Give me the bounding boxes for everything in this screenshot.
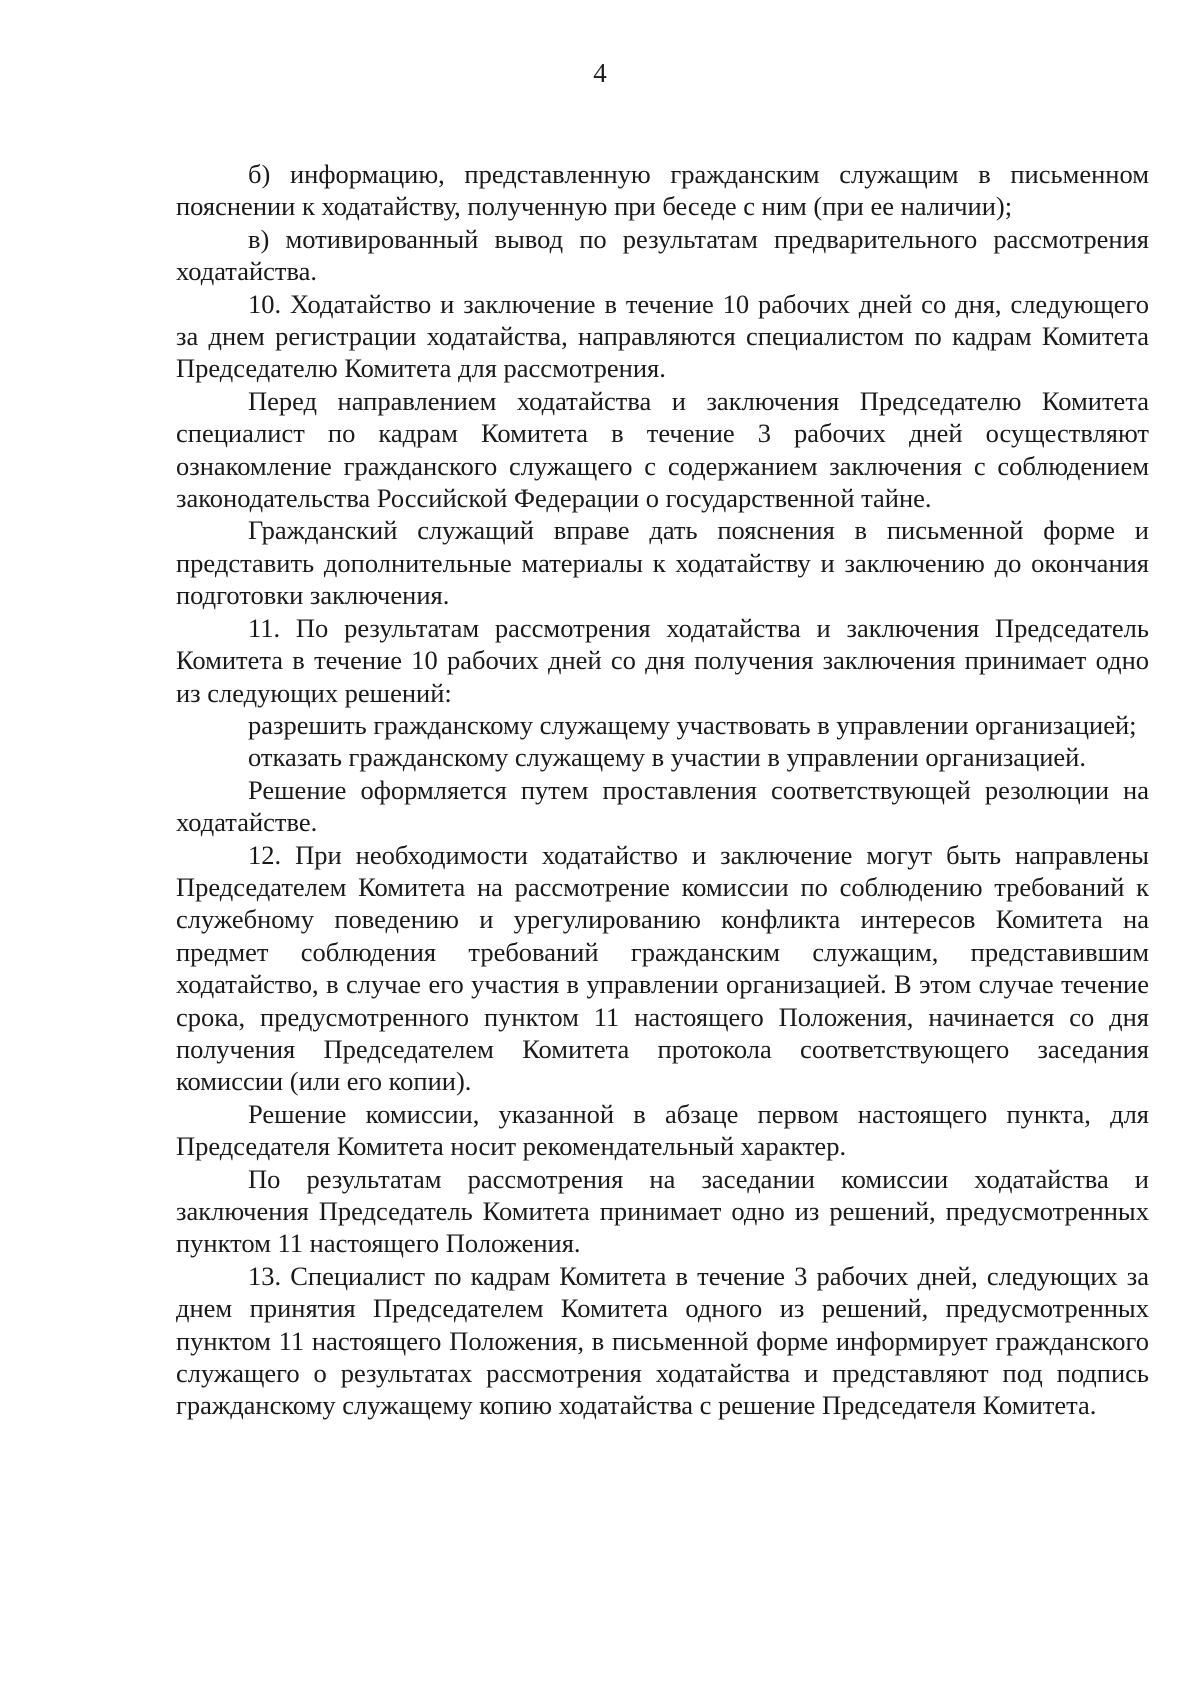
document-body <box>176 158 1149 1422</box>
paragraph-b-information: б) информацию, представленную гражданским служащим в письменном пояснении к ходатайству, полученную при беседе с ним (при ее наличии); <box>176 159 1149 222</box>
page-number: 4 <box>593 58 607 88</box>
paragraph-v-conclusion: в) мотивированный вывод по результатам предварительного рассмотрения ходатайства. <box>176 223 1149 287</box>
paragraph-12-chairman-decision: По результатам рассмотрения на заседании комиссии ходатайства и заключения Председатель Комитета принимает одно из решений, предусмотренных пунктом 11 настоящего Положения. <box>176 1163 1149 1259</box>
paragraph-11-permit: разрешить гражданскому служащему участвовать в управлении организацией; <box>248 709 1137 740</box>
paragraph-11-refuse: отказать гражданскому служащему в участии в управлении организацией. <box>248 742 1086 773</box>
paragraph-13: 13. Специалист по кадрам Комитета в течение 3 рабочих дней, следующих за днем принятия Председателем Комитета одного из решений, предусмотренных пунктом 11 настоящего Положения, в письменной форме информирует гражданского служащего о результатах рассмотрения ходатайства и представляют под подпись гражданскому служащему копию ходатайства с решение Председателя Комитета. <box>176 1260 1149 1421</box>
paragraph-11: 11. По результатам рассмотрения ходатайства и заключения Председатель Комитета в течение 10 рабочих дней со дня получения заключения принимает одно из следующих решений: <box>176 612 1149 708</box>
paragraph-10-familiarization: Перед направлением ходатайства и заключения Председателю Комитета специалист по кадрам Комитета в течение 3 рабочих дней осуществляют ознакомление гражданского служащего с содержанием заключения с соблюдением законодательства Российской Федерации о государственной тайне. <box>176 385 1149 514</box>
paragraph-12-commission-decision: Решение комиссии, указанной в абзаце первом настоящего пункта, для Председателя Комитета носит рекомендательный характер. <box>176 1098 1149 1162</box>
paragraph-11-resolution: Решение оформляется путем проставления соответствующей резолюции на ходатайстве. <box>176 774 1149 838</box>
paragraph-10-explanations: Гражданский служащий вправе дать пояснения в письменной форме и представить дополнительные материалы к ходатайству и заключению до окончания подготовки заключения. <box>176 515 1149 611</box>
paragraph-10: 10. Ходатайство и заключение в течение 10 рабочих дней со дня, следующего за днем регистрации ходатайства, направляются специалистом по кадрам Комитета Председателю Комитета для рассмотрения. <box>176 288 1149 384</box>
paragraph-12: 12. При необходимости ходатайство и заключение могут быть направлены Председателем Комитета на рассмотрение комиссии по соблюдению требований к служебному поведению и урегулированию конфликта интересов Комитета на предмет соблюдения требований гражданским служащим, представившим ходатайство, в случае его участия в управлении организацией. В этом случае течение срока, предусмотренного пунктом 11 настоящего Положения, начинается со дня получения Председателем Комитета протокола соответствующего заседания комиссии (или его копии). <box>176 839 1149 1097</box>
